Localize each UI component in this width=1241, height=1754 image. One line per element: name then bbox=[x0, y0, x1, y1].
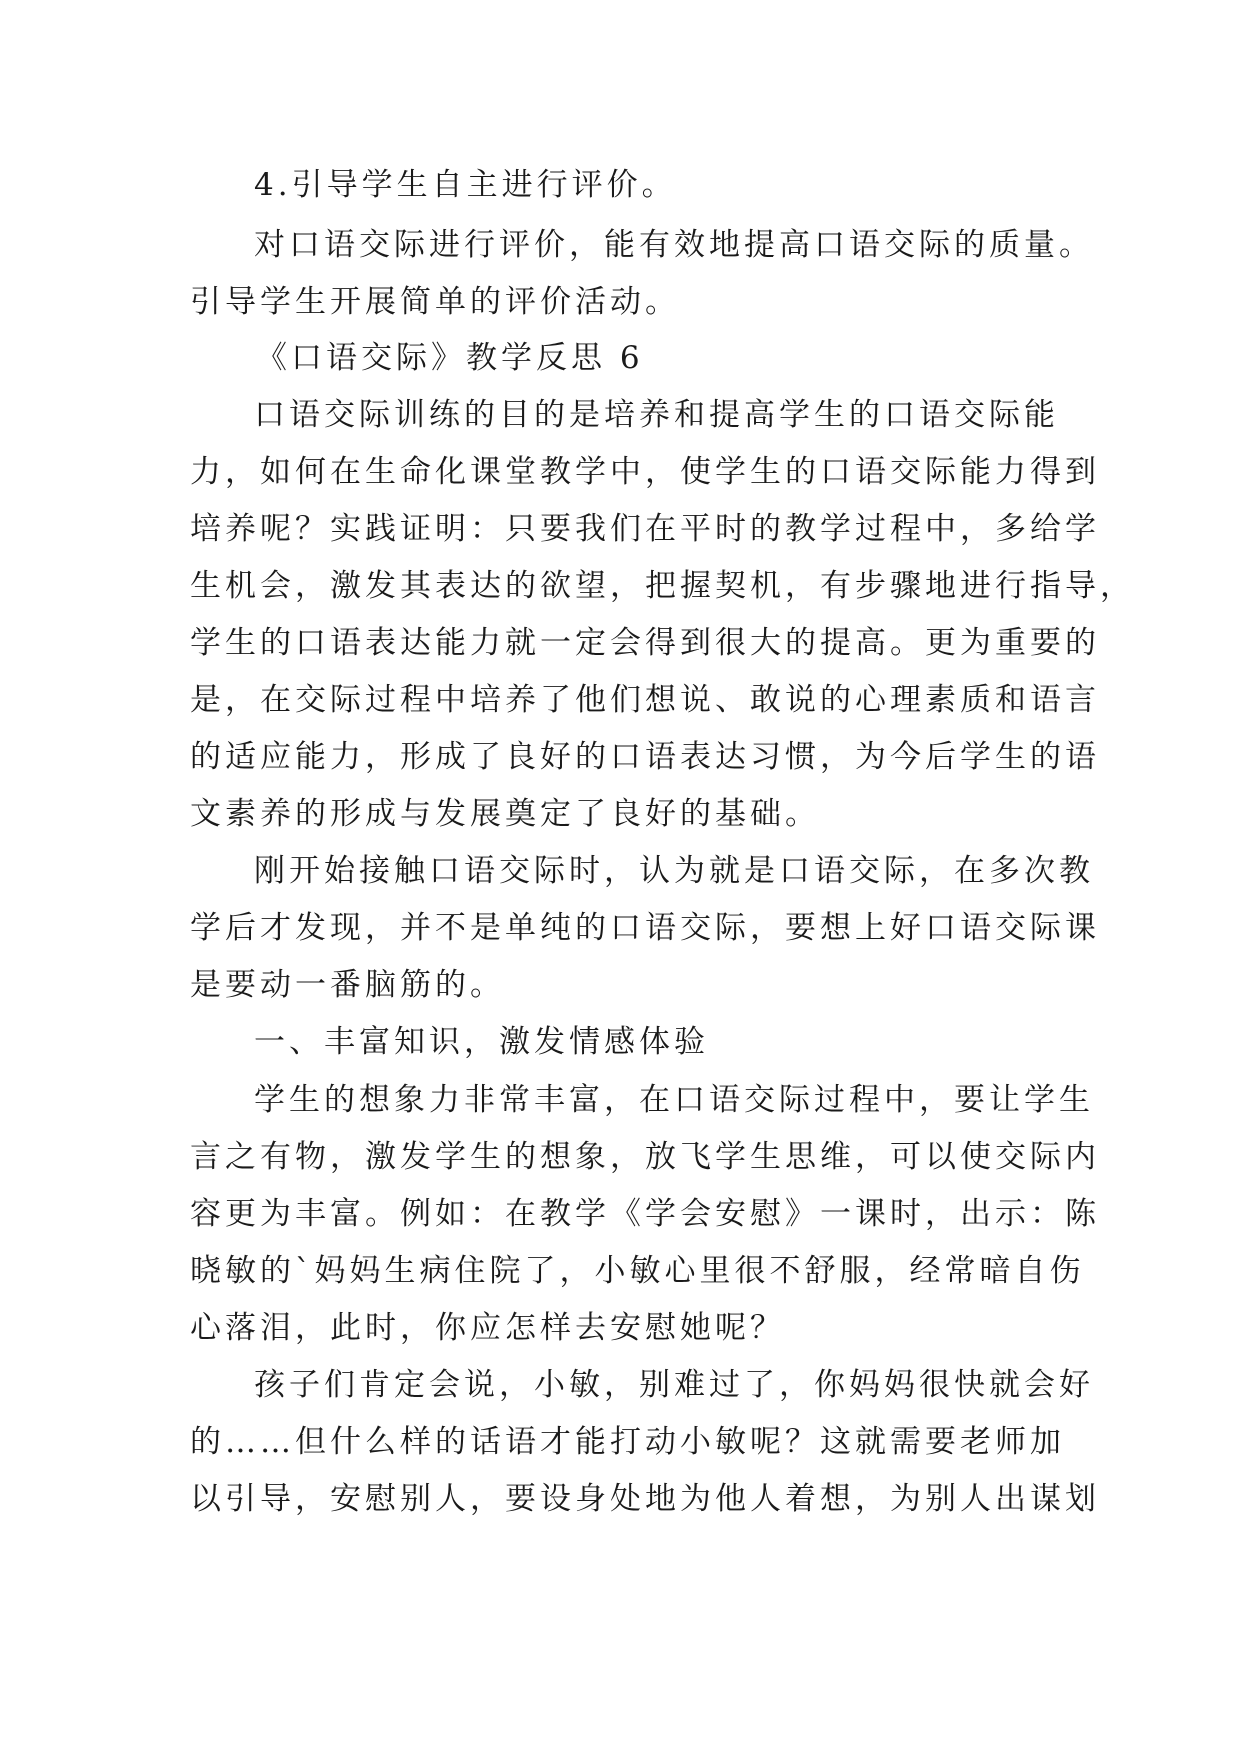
paragraph-line: 学后才发现，并不是单纯的口语交际，要想上好口语交际课 bbox=[190, 910, 1100, 946]
paragraph-line: 学生的想象力非常丰富，在口语交际过程中，要让学生 bbox=[254, 1082, 1094, 1118]
paragraph-line: 的……但什么样的话语才能打动小敏呢？这就需要老师加 bbox=[190, 1424, 1065, 1460]
paragraph-line: 力，如何在生命化课堂教学中，使学生的口语交际能力得到 bbox=[190, 454, 1100, 490]
list-item-evaluation: 4.引导学生自主进行评价。 bbox=[254, 167, 677, 203]
paragraph-line: 晓敏的`妈妈生病住院了，小敏心里很不舒服，经常暗自伤 bbox=[190, 1253, 1085, 1289]
section-heading: 《口语交际》教学反思 6 bbox=[256, 340, 644, 376]
paragraph-line: 是要动一番脑筋的。 bbox=[190, 967, 505, 1003]
paragraph-line: 孩子们肯定会说，小敏，别难过了，你妈妈很快就会好 bbox=[254, 1367, 1094, 1403]
paragraph-line: 言之有物，激发学生的想象，放飞学生思维，可以使交际内 bbox=[190, 1139, 1100, 1175]
paragraph-line: 生机会，激发其表达的欲望，把握契机，有步骤地进行指导， bbox=[190, 568, 1135, 604]
subsection-heading: 一、丰富知识，激发情感体验 bbox=[254, 1024, 709, 1060]
paragraph-line: 容更为丰富。例如：在教学《学会安慰》一课时，出示：陈 bbox=[190, 1196, 1100, 1232]
paragraph-line: 对口语交际进行评价，能有效地提高口语交际的质量。 bbox=[254, 227, 1094, 263]
paragraph-line: 引导学生开展简单的评价活动。 bbox=[190, 284, 680, 320]
paragraph-line: 文素养的形成与发展奠定了良好的基础。 bbox=[190, 796, 820, 832]
paragraph-line: 以引导，安慰别人，要设身处地为他人着想，为别人出谋划 bbox=[190, 1481, 1100, 1517]
paragraph-line: 心落泪，此时，你应怎样去安慰她呢？ bbox=[190, 1310, 785, 1346]
paragraph-line: 的适应能力，形成了良好的口语表达习惯，为今后学生的语 bbox=[190, 739, 1100, 775]
paragraph-line: 培养呢？实践证明：只要我们在平时的教学过程中，多给学 bbox=[190, 511, 1100, 547]
paragraph-line: 是，在交际过程中培养了他们想说、敢说的心理素质和语言 bbox=[190, 682, 1100, 718]
paragraph-line: 口语交际训练的目的是培养和提高学生的口语交际能 bbox=[254, 397, 1059, 433]
paragraph-line: 学生的口语表达能力就一定会得到很大的提高。更为重要的 bbox=[190, 625, 1100, 661]
paragraph-line: 刚开始接触口语交际时，认为就是口语交际，在多次教 bbox=[254, 853, 1094, 889]
